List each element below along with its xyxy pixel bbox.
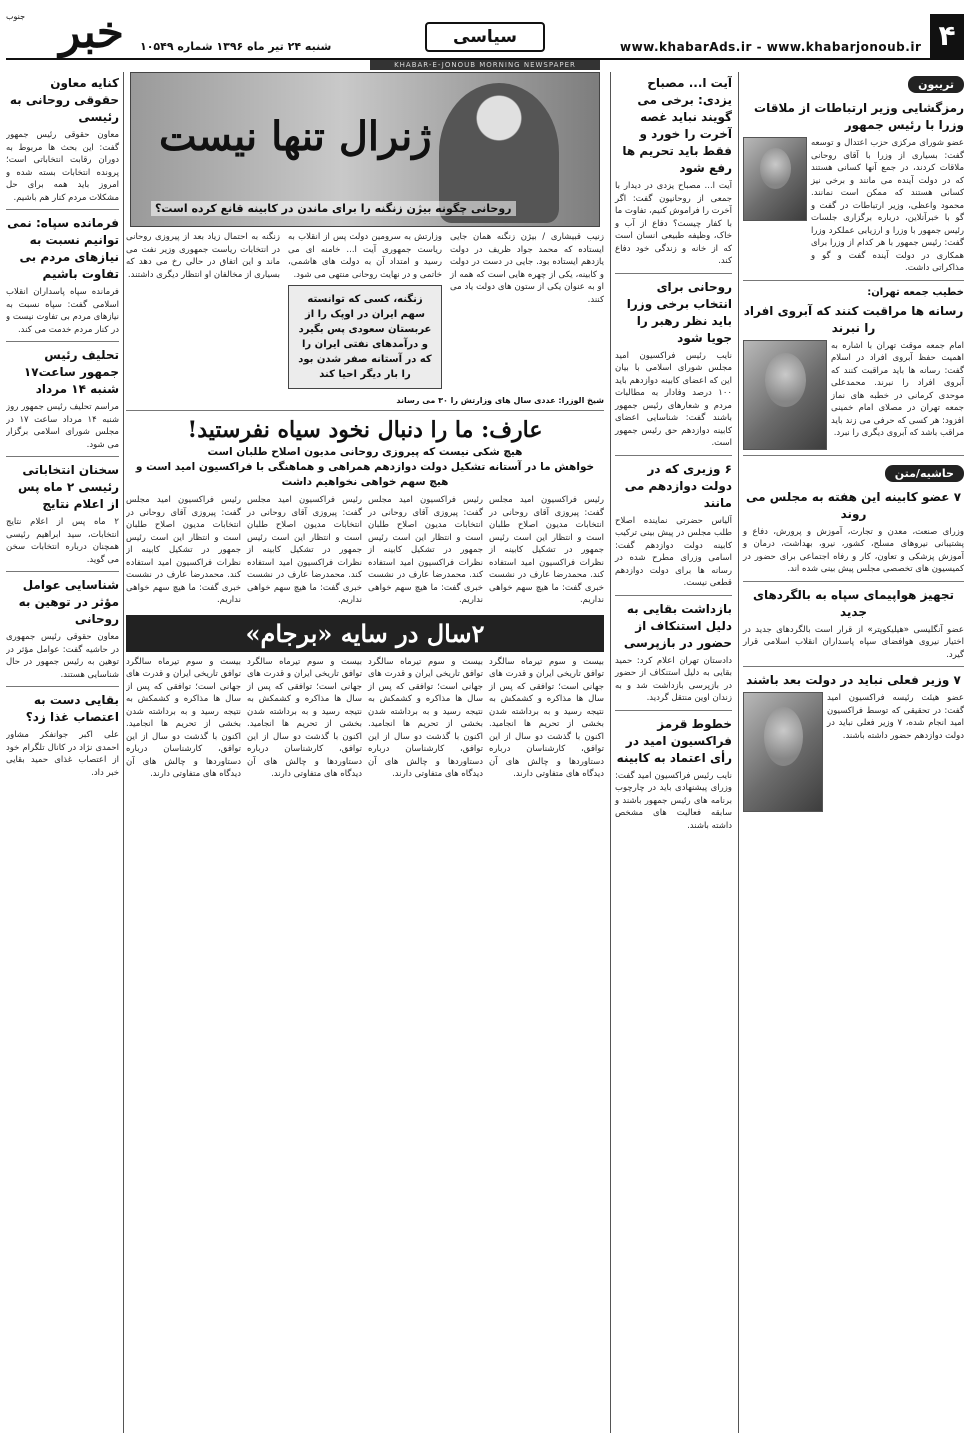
pull-quote: زنگنه، کسی که توانسته سهم ایران در اوپک را از عربستان سعودی پس بگیرد و درآمدهای نفتی ایران را که در آستانه صفر شدن بود را بار دیگر احیا کند	[288, 285, 442, 389]
feature-paragraph: زنیب قبیشاری / بیژن زنگنه همان جایی ایستاده که محمد جواد ظریف در دولت یازدهم ایستاده بود. جایی در دست در دولت و کابینه، یکی از چهره هایی است که همه از او به عنوان یکی از ستون های دولت یاد می کنند.	[450, 232, 604, 305]
right-column	[738, 72, 964, 1433]
divider	[126, 410, 604, 411]
masthead	[0, 0, 970, 69]
divider	[6, 209, 119, 210]
feature-photo	[130, 72, 600, 227]
logo-subtitle: جنوب	[6, 12, 26, 21]
article-body: عضو شورای مرکزی حزب اعتدال و توسعه گفت: بسیاری از وزرا با آقای روحانی ملاقات کردند، در جمع آنها کسانی هستند که در دولت آینده می مانند و برخی نیز کسانی هستند که ممکن است نمانند. محمود واعظی، وزیر ارتباطات در گفت و گو با خبرآنلاین، درباره برگزاری جلسات رئیس جمهور با وزرا و ارزیابی عملکرد وزرا گفت: رئیس جمهور با هر کدام از وزرا برای همکاری در دولت آینده گفت و گو و مذاکراتی داشت.	[811, 138, 964, 273]
headline-subtitle: هیچ شکی نیست که پیروزی روحانی مدیون اصلاح طلبان است	[207, 446, 523, 458]
article-title[interactable]: تحلیف رئیس جمهور ساعت۱۷ شنبه ۱۴ مرداد	[23, 348, 119, 396]
article-paragraph: رئیس فراکسیون امید مجلس گفت: پیروزی آقای روحانی در انتخابات مدیون اصلاح طلبان است و انتظار این است رئیس جمهور در تشکیل کابینه از نظرات فراکسیون امید استفاده کند. محمدرضا عارف در نشست خبری گفت: ما هیچ سهم خواهی نداریم.	[368, 495, 483, 605]
headline-subtitle: خواهش ما در آستانه تشکیل دولت دوازدهم همراهی و هماهنگی با فراکسیون امید است و هیچ سهم خواهی نخواهیم داشت	[135, 461, 595, 488]
article-title[interactable]: رمزگشایی وزیر ارتباطات از ملاقات وزرا با رئیس جمهور	[754, 101, 964, 132]
article-body: دادستان تهران اعلام کرد: حمید بقایی به دلیل استنکاف از حضور در بازپرسی بازداشت شد و به زندان اوین منتقل گردید.	[615, 655, 732, 703]
article-paragraph: بیست و سوم تیرماه سالگرد توافق تاریخی ایران و قدرت های جهانی است؛ توافقی که پس از سال ها مذاکره و کشمکش به نتیجه رسید و به برداشته شدن بخشی از تحریم ها انجامید. اکنون با گذشت دو سال از این توافق، کارشناسان درباره دستاوردها و چالش های آن دیدگاه های متفاوتی دارند.	[489, 656, 604, 779]
article-body: فرمانده سپاه پاسداران انقلاب اسلامی گفت: سپاه نسبت به نیازهای مردم بی تفاوت نیست و در کنار مردم خدمت می کند.	[6, 287, 119, 335]
divider	[615, 455, 732, 456]
article-body: عضو هیئت رئیسه فراکسیون امید گفت: در تحقیقی که توسط فراکسیون امید انجام شده، ۷ وزیر فعلی نباید در دولت دوازدهم حضور داشته باشند.	[827, 693, 964, 741]
divider	[6, 686, 119, 687]
minister-photo	[743, 137, 807, 221]
article-title[interactable]: شناسایی عوامل مؤثر در توهین به روحانی	[18, 578, 119, 626]
divider	[6, 341, 119, 342]
article-title[interactable]: سخنان انتخاباتی رئیسی ۲ ماه پس از اعلام نتایج	[17, 463, 119, 511]
news-column	[610, 72, 732, 1433]
article-paragraph: بیست و سوم تیرماه سالگرد توافق تاریخی ایران و قدرت های جهانی است؛ توافقی که پس از سال ها مذاکره و کشمکش به نتیجه رسید و به برداشته شدن بخشی از تحریم ها انجامید. اکنون با گذشت دو سال از این توافق، کارشناسان درباره دستاوردها و چالش های آن دیدگاه های متفاوتی دارند.	[247, 656, 362, 779]
arif-article-body	[126, 494, 604, 607]
website-urls[interactable]: www.khabarAds.ir - www.khabarjonoub.ir	[620, 40, 922, 54]
margin-text-badge: حاشیه/متن	[885, 465, 964, 482]
divider	[743, 280, 964, 281]
article-body: معاون حقوقی رئیس جمهور گفت: این بحث ها مربوط به دوران رقابت انتخاباتی است؛ پرونده انتخابات بسته شده و امروز باید همه برای حل مشکلات مردم کنار هم باشیم.	[6, 130, 119, 203]
page-number: ۴	[930, 14, 964, 58]
article-title[interactable]: آیت ا... مصباح یزدی: برخی می گویند نباید غصه آخرت را خورد و فقط باید تحریم ها رفع شود	[622, 76, 732, 175]
divider	[743, 455, 964, 456]
article-body: امام جمعه موقت تهران با اشاره به اهمیت حفظ آبروی افراد در اسلام گفت: رسانه ها باید مراقبت کنند که آبروی افراد را نبرند. محمدعلی موحدی کرمانی در خطبه های نماز جمعه تهران در مصلای امام خمینی افزود: هر کسی که حرفی می زند باید مراقب باشد که آبروی دیگری را نبرد.	[831, 340, 964, 438]
divider	[6, 571, 119, 572]
logo-text: خبر	[59, 7, 124, 58]
divider	[615, 595, 732, 596]
article-title[interactable]: فرمانده سپاه: نمی توانیم نسبت به نیازهای مردم بی تفاوت باشیم	[7, 216, 119, 281]
feature-caption: شیخ الوزرا: عددی سال های وزارتش را ۳۰ می رساند	[396, 396, 604, 405]
article-title[interactable]: ۶ وزیری که در دولت دوازدهم می مانند	[624, 461, 732, 510]
main-column	[126, 72, 604, 1433]
feature-body	[126, 231, 604, 393]
divider	[615, 273, 732, 274]
article-body: عضو آنگلیسی «هیلیکوپتر» از قرار است بالگردهای جدید در اختیار نیروی هوافضای سپاه پاسداران انقلاب اسلامی قرار گیرد.	[743, 624, 964, 660]
article-paragraph: رئیس فراکسیون امید مجلس گفت: پیروزی آقای روحانی در انتخابات مدیون اصلاح طلبان است و انتظار این است رئیس جمهور در تشکیل کابینه از نظرات فراکسیون امید استفاده کند. محمدرضا عارف در نشست خبری گفت: ما هیچ سهم خواهی نداریم.	[489, 495, 604, 605]
article-body: علی اکبر جوانفکر مشاور احمدی نژاد در کانال تلگرام خود از اعتصاب غذای حمید بقایی خبر داد.	[6, 730, 119, 778]
cleric-photo	[743, 340, 827, 450]
divider	[743, 581, 964, 582]
newspaper-logo[interactable]	[6, 8, 124, 64]
english-banner: KHABAR-E-JONOUB MORNING NEWSPAPER	[370, 60, 600, 70]
article-paragraph: رئیس فراکسیون امید مجلس گفت: پیروزی آقای روحانی در انتخابات مدیون اصلاح طلبان است و انتظار این است رئیس جمهور در تشکیل کابینه از نظرات فراکسیون امید استفاده کند. محمدرضا عارف در نشست خبری گفت: ما هیچ سهم خواهی نداریم.	[126, 495, 241, 605]
article-title[interactable]: ۷ عضو کابینه این هفته به مجلس می روند	[745, 489, 962, 521]
article-title[interactable]: کنایه معاون حقوقی روحانی به رئیسی	[9, 76, 119, 124]
divider	[743, 666, 964, 667]
article-title[interactable]: روحانی برای انتخاب برخی وزرا باید نظر رهبر را جویا شود	[626, 279, 732, 345]
feature-title[interactable]: ژنرال تنها نیست	[159, 113, 432, 160]
feature-paragraph: وزارتش به سرومین دولت پس از انقلاب به ریاست جمهوری آیت ا... خامنه ای می رسید و امتداد آن به دولت های هاشمی، خاتمی و در نهایت روحانی منتهی می شود.	[288, 232, 442, 280]
article-paragraph: بیست و سوم تیرماه سالگرد توافق تاریخی ایران و قدرت های جهانی است؛ توافقی که پس از سال ها مذاکره و کشمکش به نتیجه رسید و به برداشته شدن بخشی از تحریم ها انجامید. اکنون با گذشت دو سال از این توافق، کارشناسان درباره دستاوردها و چالش های آن دیدگاه های متفاوتی دارند.	[126, 656, 241, 779]
article-paragraph: بیست و سوم تیرماه سالگرد توافق تاریخی ایران و قدرت های جهانی است؛ توافقی که پس از سال ها مذاکره و کشمکش به نتیجه رسید و به برداشته شدن بخشی از تحریم ها انجامید. اکنون با گذشت دو سال از این توافق، کارشناسان درباره دستاوردها و چالش های آن دیدگاه های متفاوتی دارند.	[368, 656, 483, 779]
article-body: نایب رئیس فراکسیون امید مجلس شورای اسلامی با بیان این که اعضای کابینه دوازدهم باید ۱۰۰ درصد وفادار به مطالبات مردم و شعارهای رئیس جمهور باشند گفت: شناسایی اعضای کابینه دوازدهم حق رئیس جمهور است.	[615, 350, 732, 448]
article-title[interactable]: ۷ وزیر فعلی نباید در دولت بعد باشند	[746, 673, 961, 687]
left-column	[6, 72, 124, 1433]
article-title[interactable]: بقایی دست به اعتصاب غذا زد؟	[25, 693, 119, 724]
tribune-badge: تریبون	[908, 76, 964, 93]
article-body: معاون حقوقی رئیس جمهوری در حاشیه گفت: عوامل مؤثر در توهین به رئیس جمهور در حال شناسایی هستند.	[6, 632, 119, 680]
main-headline[interactable]: عارف: ما را دنبال نخود سیاه نفرستید!	[187, 417, 543, 443]
article-body: آلیاس حضرتی نماینده اصلاح طلب مجلس در پیش بینی ترکیب کابینه دولت دوازدهم گفت: اسامی وزرای مطرح شده در رسانه ها برای دولت دوازدهم قطعی نیست.	[615, 515, 732, 588]
divider	[6, 456, 119, 457]
article-body: ۲ ماه پس از اعلام نتایج انتخابات، سید ابراهیم رئیسی همچنان درباره انتخابات سخن می گوید.	[6, 517, 119, 565]
section-title: سیاسی	[425, 22, 545, 52]
article-body: وزرای صنعت، معدن و تجارت، آموزش و پرورش، دفاع و پشتیبانی نیروهای مسلح، کشور، نیرو، بهداشت، درمان و آموزش پزشکی و تعاون، کار و رفاه اجتماعی برای حضور در کمیسیون های تخصصی مجلس پیش بینی شده اند.	[743, 526, 964, 574]
article-kicker: خطیب جمعه تهران:	[867, 286, 964, 298]
mp-photo	[743, 692, 823, 812]
article-title[interactable]: رسانه ها مراقبت کنند که آبروی افراد را نبرند	[743, 303, 964, 335]
article-body: نایب رئیس فراکسیون امید گفت: وزرای پیشنهادی باید در چارچوب برنامه های رئیس جمهور باشند و سابقه فعالیت های مشخص داشته باشند.	[615, 770, 732, 831]
bottom-headline[interactable]: ۲سال در سایه «برجام»	[126, 615, 604, 652]
divider	[615, 710, 732, 711]
article-title[interactable]: تجهیز هواپیمای سپاه به بالگردهای جدید	[752, 587, 955, 619]
feature-paragraph: زنگنه به احتمال زیاد بعد از پیروزی روحانی در انتخابات ریاست جمهوری وزیر نفت می ماند و این اتفاق در حالی رخ می دهد که بسیاری از مخالفان او انتظار دیگری داشتند.	[126, 232, 280, 280]
article-paragraph: رئیس فراکسیون امید مجلس گفت: پیروزی آقای روحانی در انتخابات مدیون اصلاح طلبان است و انتظار این است رئیس جمهور در تشکیل کابینه از نظرات فراکسیون امید استفاده کند. محمدرضا عارف در نشست خبری گفت: ما هیچ سهم خواهی نداریم.	[247, 495, 362, 605]
feature-subtitle: روحانی چگونه بیژن زنگنه را برای ماندن در کابینه قانع کرده است؟	[151, 201, 516, 216]
article-title[interactable]: خطوط قرمز فراکسیون امید در رأی اعتماد به کابینه	[616, 716, 732, 765]
bottom-article-body	[126, 656, 604, 781]
article-title[interactable]: بازداشت بقایی به دلیل استنکاف از حضور در بازپرسی	[623, 601, 732, 650]
article-body: مراسم تحلیف رئیس جمهور روز شنبه ۱۴ مرداد ساعت ۱۷ در مجلس شورای اسلامی برگزار می شود.	[6, 402, 120, 450]
issue-date-line: شنبه ۲۴ تیر ماه ۱۳۹۶ شماره ۱۰۵۴۹	[140, 40, 332, 53]
article-body: آیت ا... مصباح یزدی در دیدار با جمعی از روحانیون گفت: اگر آخرت را فراموش کنیم، تفاوت ما با کفار چیست؟ دفاع از آب و خاک، وظیفه طبیعی انسان است که از خانه و زندگی خود دفاع کند.	[615, 181, 732, 266]
